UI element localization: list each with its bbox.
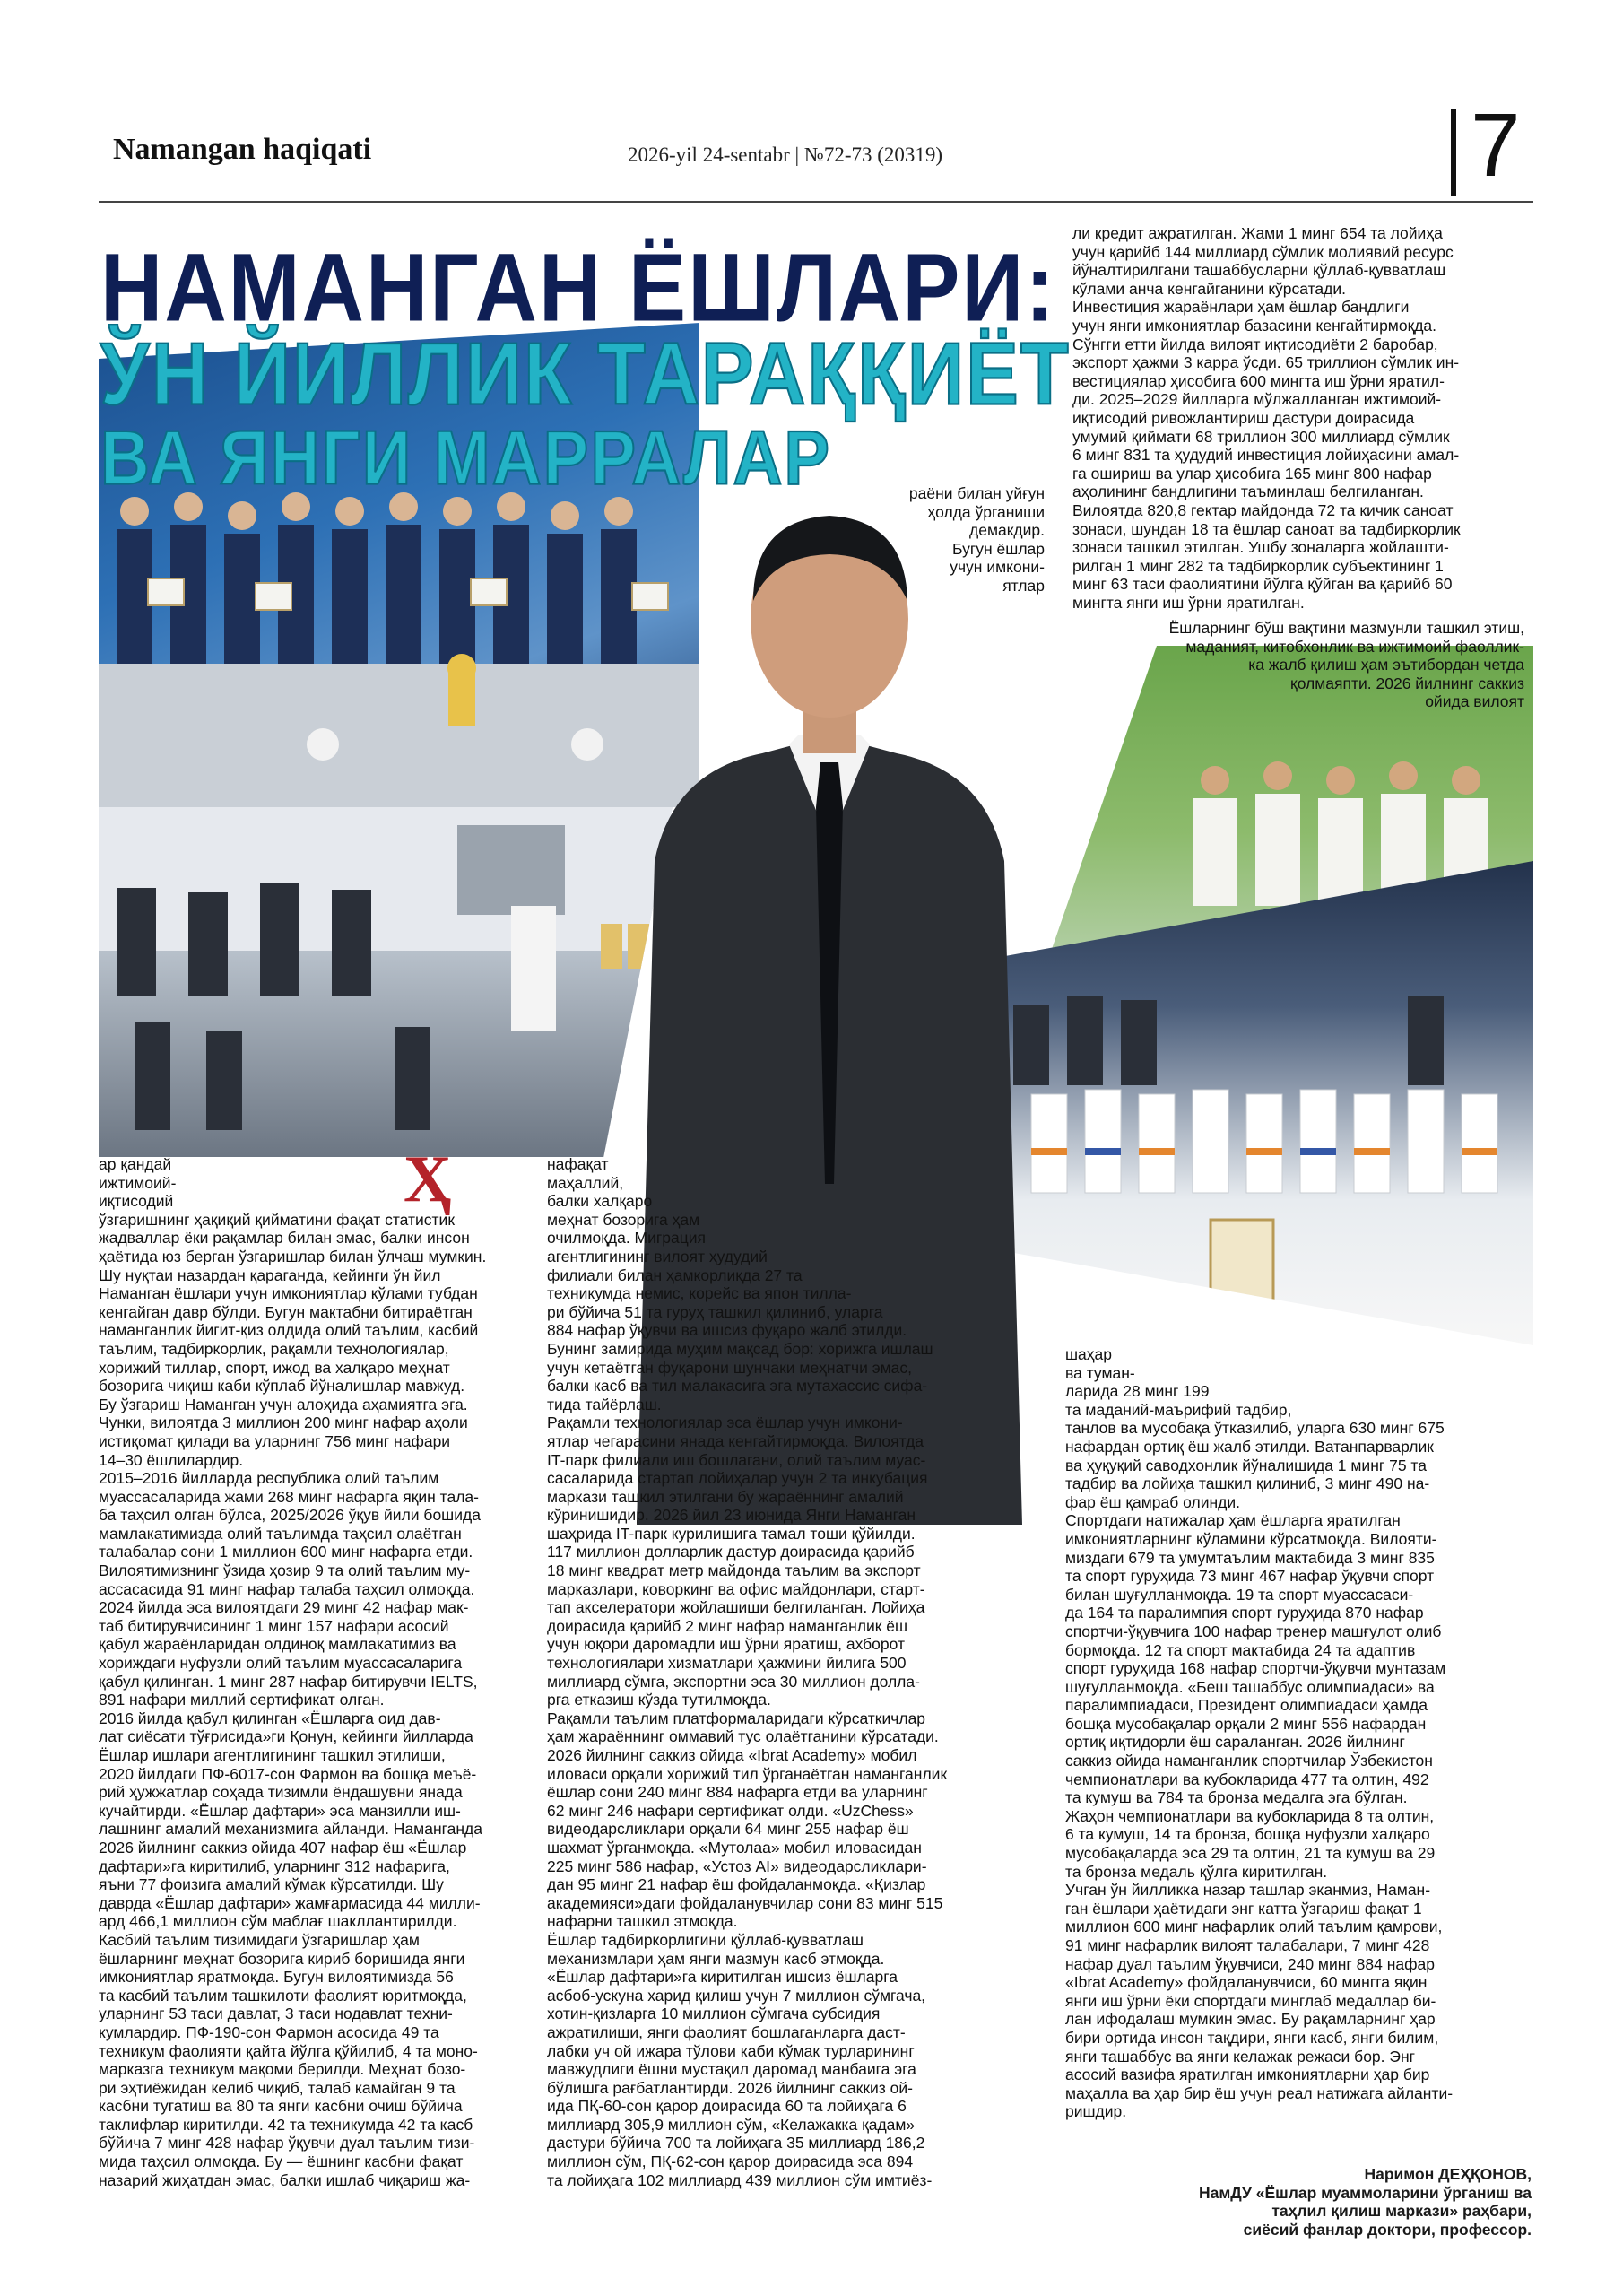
article-column-1: ар қандай ижтимоий- иқтисодий ўзгаришнинг ҳақиқий қийматини фақат статистик жадваллар ёки рақамлар билан эмас, балки инсон ҳаётида юз берган ўзгаришлар билан ўлчаш мумкин. Шу нуқтаи назардан қараганда, кейинги ўн йил Наманган ёшлари учун имкониятлар кўлами тубдан кенгайган давр бўлди. Бугун мактабни битираётган наманганлик йигит-қиз олдида олий таълим, касбий таълим, тадбиркорлик, рақамли технологиялар, хорижий тиллар, спорт, ижод ва халқаро меҳнат бозорига чиқиш каби кўплаб йўналишлар мавжуд. Бу ўзгариш Наманган учун алоҳида аҳамиятга эга. Чунки, вилоятда 3 миллион 200 минг нафар аҳоли истиқомат қилади ва уларнинг 756 минг нафари 14–30 ёшлилардир. 2015–2016 йилларда республика олий таълим муассасаларида жами 268 минг нафарга яқин тала- ба таҳсил олган бўлса, 2025/2026 ўқув йили бошида мамлакатимизда олий таълимда таҳсил олаётган талабалар сони 1 миллион 600 минг нафарга етди. Вилоятимизнинг ўзида ҳозир 9 та олий таълим му- ассасасида 91 минг нафар талаба таҳсил олмоқда. 2024 йилда эса вилоятдаги 29 минг 42 нафар мак- таб битирувчисининг 1 минг 157 нафари асосий қабул жараёнларидан олдиноқ мамлакатимиз ва хориждаги нуфузли олий таълим муассасаларига қабул қилинган. 1 минг 287 нафар битирувчи IELTS, 891 нафари миллий сертификат олган. 2016 йилда қабул қилинган «Ёшларга оид дав- лат сиёсати тўғрисида»ги Қонун, кейинги йилларда Ёшлар ишлари агентлигининг ташкил этилиши, 2020 йилдаги ПФ-6017-сон Фармон ва бошқа меъё- рий ҳужжатлар соҳада тизимли ёндашувни янада кучайтирди. «Ёшлар дафтари» эса манзилли иш- лашнинг амалий механизмига айланди. Наманганда 2026 йилнинг саккиз ойида 407 нафар ёш «Ёшлар дафтари»га киритилиб, уларнинг 312 нафарига, яъни 77 фоизига амалий кўмак кўрсатилди. Шу даврда «Ёшлар дафтари» жамғармасида 44 милли- ард 466,1 миллион сўм маблағ шакллантирилди. Касбий таълим тизимидаги ўзгаришлар ҳам ёшларнинг меҳнат бозорига кириб боришида янги имкониятлар яратмоқда. Бугун вилоятимизда 56 та касбий таълим ташкилоти фаолият юритмоқда, уларнинг 53 таси давлат, 3 таси нодавлат техни- кумлардир. ПФ-190-сон Фармон асосида 49 та техникум фаолияти қайта йўлга қўйилиб, 4 та моно- марказга техникум мақоми берилди. Меҳнат бозо- ри эҳтиёжидан келиб чиқиб, талаб камайган 9 та касбни тугатиш ва 80 та янги касбни очиш бўйича таклифлар киритилди. 42 та техникумда 42 та касб бўйича 7 минг 428 нафар ўқувчи дуал таълим тизи- мида таҳсил олмоқда. Бу — ёшнинг касбни фақат назарий жиҳатдан эмас, балки ишлаб чиқариш жа- bbox=[99, 1155, 487, 2189]
office-visit-photo bbox=[99, 807, 673, 1157]
page-number-divider bbox=[1451, 109, 1456, 196]
header-rule bbox=[99, 201, 1533, 203]
headline-line-2: ЎН ЙИЛЛИК ТАРАҚҚИЁТ bbox=[100, 324, 1071, 423]
issue-dateline: 2026-yil 24-sentabr | №72-73 (20319) bbox=[628, 144, 943, 166]
headline-line-3: ВА ЯНГИ МАРРАЛАР bbox=[100, 415, 832, 501]
article-column-2: нафақат маҳаллий, балки халқаро меҳнат бозорига ҳам очилмоқда. Миграция агентлигининг вилоят ҳудудий филиали билан ҳамкорликда 27 та техникумда немис, корейс ва япон тилла- ри бўйича 51 та гуруҳ ташкил қилиниб, уларга 884 нафар ўқувчи ва ишсиз фуқаро жалб этилди. Бунинг замирида муҳим мақсад бор: хорижга ишлаш учун кетаётган фуқарони шунчаки меҳнатчи эмас, балки касб ва тил малакасига эга мутахассис сифа- тида тайёрлаш. Рақамли технологиялар эса ёшлар учун имкони- ятлар чегарасини янада кенгайтирмоқда. Вилоятда IT-парк филиали иш бошлагани, олий таълим муас- сасаларида стартап лойиҳалар учун 2 та инкубация маркази ташкил этилгани бу жараённинг амалий кўринишидир. 2026 йил 23 июнида Янги Наманган шаҳрида IT-парк курилишига тамал тоши қўйилди. 117 миллион долларлик дастур доирасида қарийб 18 минг квадрат метр майдонда таълим ва экспорт марказлари, коворкинг ва офис майдонлари, старт- тап акселератори жойлашиши белгиланган. Лойиҳа доирасида қарийб 2 минг нафар наманганлик ёш учун юқори даромадли иш ўрни яратиш, ахборот технологиялари хизматлари ҳажмини йилига 500 миллиард сўмга, экспортни эса 30 миллион долла- рга етказиш кўзда тутилмоқда. Рақамли таълим платформаларидаги кўрсаткичлар ҳам жараённинг оммавий тус олаётганини кўрсатади. 2026 йилнинг саккиз ойида «Ibrat Academy» мобил иловаси орқали хорижий тил ўрганаётган наманганлик ёшлар сони 240 минг 884 нафарга етди ва уларнинг 62 минг 246 нафари сертификат олди. «UzChess» видеодарсликлари орқали 64 минг 255 нафар ёш шахмат ўрганмоқда. «Мутолаа» мобил иловасидан 225 минг 586 нафар, «Устоз AI» видеодарсликлари- дан 95 минг 21 нафар ёш фойдаланмоқда. «Қизлар академияси»даги фойдаланувчилар сони 83 минг 515 нафарни ташкил этмоқда. Ёшлар тадбиркорлигини қўллаб-қувватлаш механизмлари ҳам янги мазмун касб этмоқда. «Ёшлар дафтари»га киритилган ишсиз ёшларга асбоб-ускуна харид қилиш учун 7 миллион сўмгача, хотин-қизларга 10 миллион сўмгача субсидия ажратилиши, янги фаолият бошлаганларга даст- лабки уч ой ижара тўлови каби кўмак турларининг мавжудлиги ёшни мустақил даромад манбаига эга бўлишга рағбатлантирди. 2026 йилнинг саккиз ой- ида ПҚ-60-сон қарор доирасида 60 та лойиҳага 6 миллиард 305,9 миллион сўм, «Келажакка қадам» дастури бўйича 700 та лойиҳага 35 миллиард 186,2 миллион сўм, ПҚ-62-сон қарор доирасида эса 894 та лойиҳага 102 миллиард 439 миллион сўм имтиёз- bbox=[547, 1155, 948, 2189]
drop-cap: Ҳ bbox=[404, 1143, 452, 1216]
author-signature: Наримон ДЕҲҚОНОВ, НамДУ «Ёшлар муаммоларини ўрганиш ва таҳлил қилиш маркази» раҳбари, сиёсий фанлар доктори, профессор. bbox=[1198, 2165, 1532, 2239]
article-text-mid-right: раёни билан уйғун ҳолда ўрганиши демакдир. Бугун ёшлар учун имкони- ятлар bbox=[908, 484, 1045, 595]
article-column-3: шаҳар ва туман- ларида 28 минг 199 та маданий-маърифий тадбир, танлов ва мусобақа ўтказилиб, уларга 630 минг 675 нафардан ортиқ ёш жалб этилди. Ватанпарварлик ва ҳуқуқий саводхонлик йўналишида 1 минг 75 та тадбир ва лойиҳа ташкил қилиниб, 3 минг 490 на- фар ёш қамраб олинди. Спортдаги натижалар ҳам ёшларга яратилган имкониятларнинг кўламини кўрсатмоқда. Вилояти- миздаги 679 та умумтаълим мактабида 3 минг 835 та спорт гуруҳида 73 минг 467 нафар ўқувчи спорт билан шуғулланмоқда. 19 та спорт муассасаси- да 164 та паралимпия спорт гуруҳида 870 нафар спортчи-ўқувчига 100 нафар тренер машғулот олиб бормоқда. 12 та спорт мактабида 24 та адаптив спорт гуруҳида 168 нафар спортчи-ўқувчи мунтазам шуғулланмоқда. «Беш ташаббус олимпиадаси» ва паралимпиадаси, Президент олимпиадаси ҳамда бошқа мусобақалар орқали 2 минг 556 нафардан ортиқ иқтидорли ёш сараланган. 2026 йилнинг саккиз ойида наманганлик спортчилар Ўзбекистон чемпионатлари ва кубокларида 477 та олтин, 492 та кумуш ва 784 та бронза медалга эга бўлган. Жаҳон чемпионатлари ва кубокларида 8 та олтин, 6 та кумуш, 14 та бронза, бошқа нуфузли халқаро мусобақаларда эса 29 та олтин, 21 та кумуш ва 29 та бронза медаль қўлга киритилган. Учган ўн йилликка назар ташлар эканмиз, Наман- ган ёшлари ҳаётидаги энг катта ўзгариш фақат 1 миллион 600 минг нафарлик олий таълим қамрови, 91 минг нафарлик вилоят талабалари, 7 минг 428 нафар дуал таълим ўқувчиси, 240 минг 884 нафар «Ibrat Academy» фойдаланувчиси, 60 мингга яқин янги иш ўрни ёки спортдаги минглаб медаллар би- лан ифодалаш мумкин эмас. Бу рақамларнинг ҳар бири ортида инсон тақдири, янги касб, янги билим, янги ташаббус ва янги келажак режаси бор. Энг асосий вазифа яратилган имкониятларни ҳар бир маҳалла ва ҳар бир ёш учун реал натижага айланти- ришдир. bbox=[1065, 1345, 1454, 2121]
article-text-right-tail: Ёшларнинг бўш вақтини мазмунли ташкил этиш, маданият, китобхонлик ва ижтимоий фаоллик- ка жалб қилиш ҳам эътибордан четда қолмаяпти. 2026 йилнинг саккиз ойида вилоят bbox=[1168, 619, 1524, 711]
headline-line-1: НАМАНГАН ЁШЛАРИ: bbox=[100, 234, 1056, 342]
page-number: 7 bbox=[1471, 95, 1521, 196]
article-text-top-right: ли кредит ажратилган. Жами 1 минг 654 та лойиҳа учун қарийб 144 миллиард сўмлик молиявий ресурс йўналтирилгани ташаббусларни қўллаб-қувватлаш кўлами анча кенгайганини кўрсатади. Инвестиция жараёнлари ҳам ёшлар бандлиги учун янги имкониятлар базасини кенгайтирмоқда. Сўнгги етти йилда вилоят иқтисодиёти 2 баробар, экспорт ҳажми 3 карра ўсди. 65 триллион сўмлик ин- вестициялар ҳисобига 600 мингта иш ўрни яратил- ди. 2025–2029 йилларга мўлжалланган ижтимоий- иқтисодий ривожлантириш дастури доирасида умумий қиймати 68 триллион 300 миллиард сўмлик 6 минг 831 та ҳудудий инвестиция лойиҳасини амал- га ошириш ва улар ҳисобига 165 минг 800 нафар аҳолининг бандлигини таъминлаш белгиланган. Вилоятда 820,8 гектар майдонда 72 та кичик саноат зонаси, шундан 18 та ёшлар саноат ва тадбиркорлик зонаси ташкил этилган. Ушбу зоналарга жойлашти- рилган 1 минг 282 та тадбиркорлик субъектининг 1 минг 63 таси фаолиятини йўлга қўйган ва қарийб 60 мингта янги иш ўрни яратилган. bbox=[1072, 224, 1461, 612]
masthead: Namangan haqiqati bbox=[113, 133, 372, 166]
